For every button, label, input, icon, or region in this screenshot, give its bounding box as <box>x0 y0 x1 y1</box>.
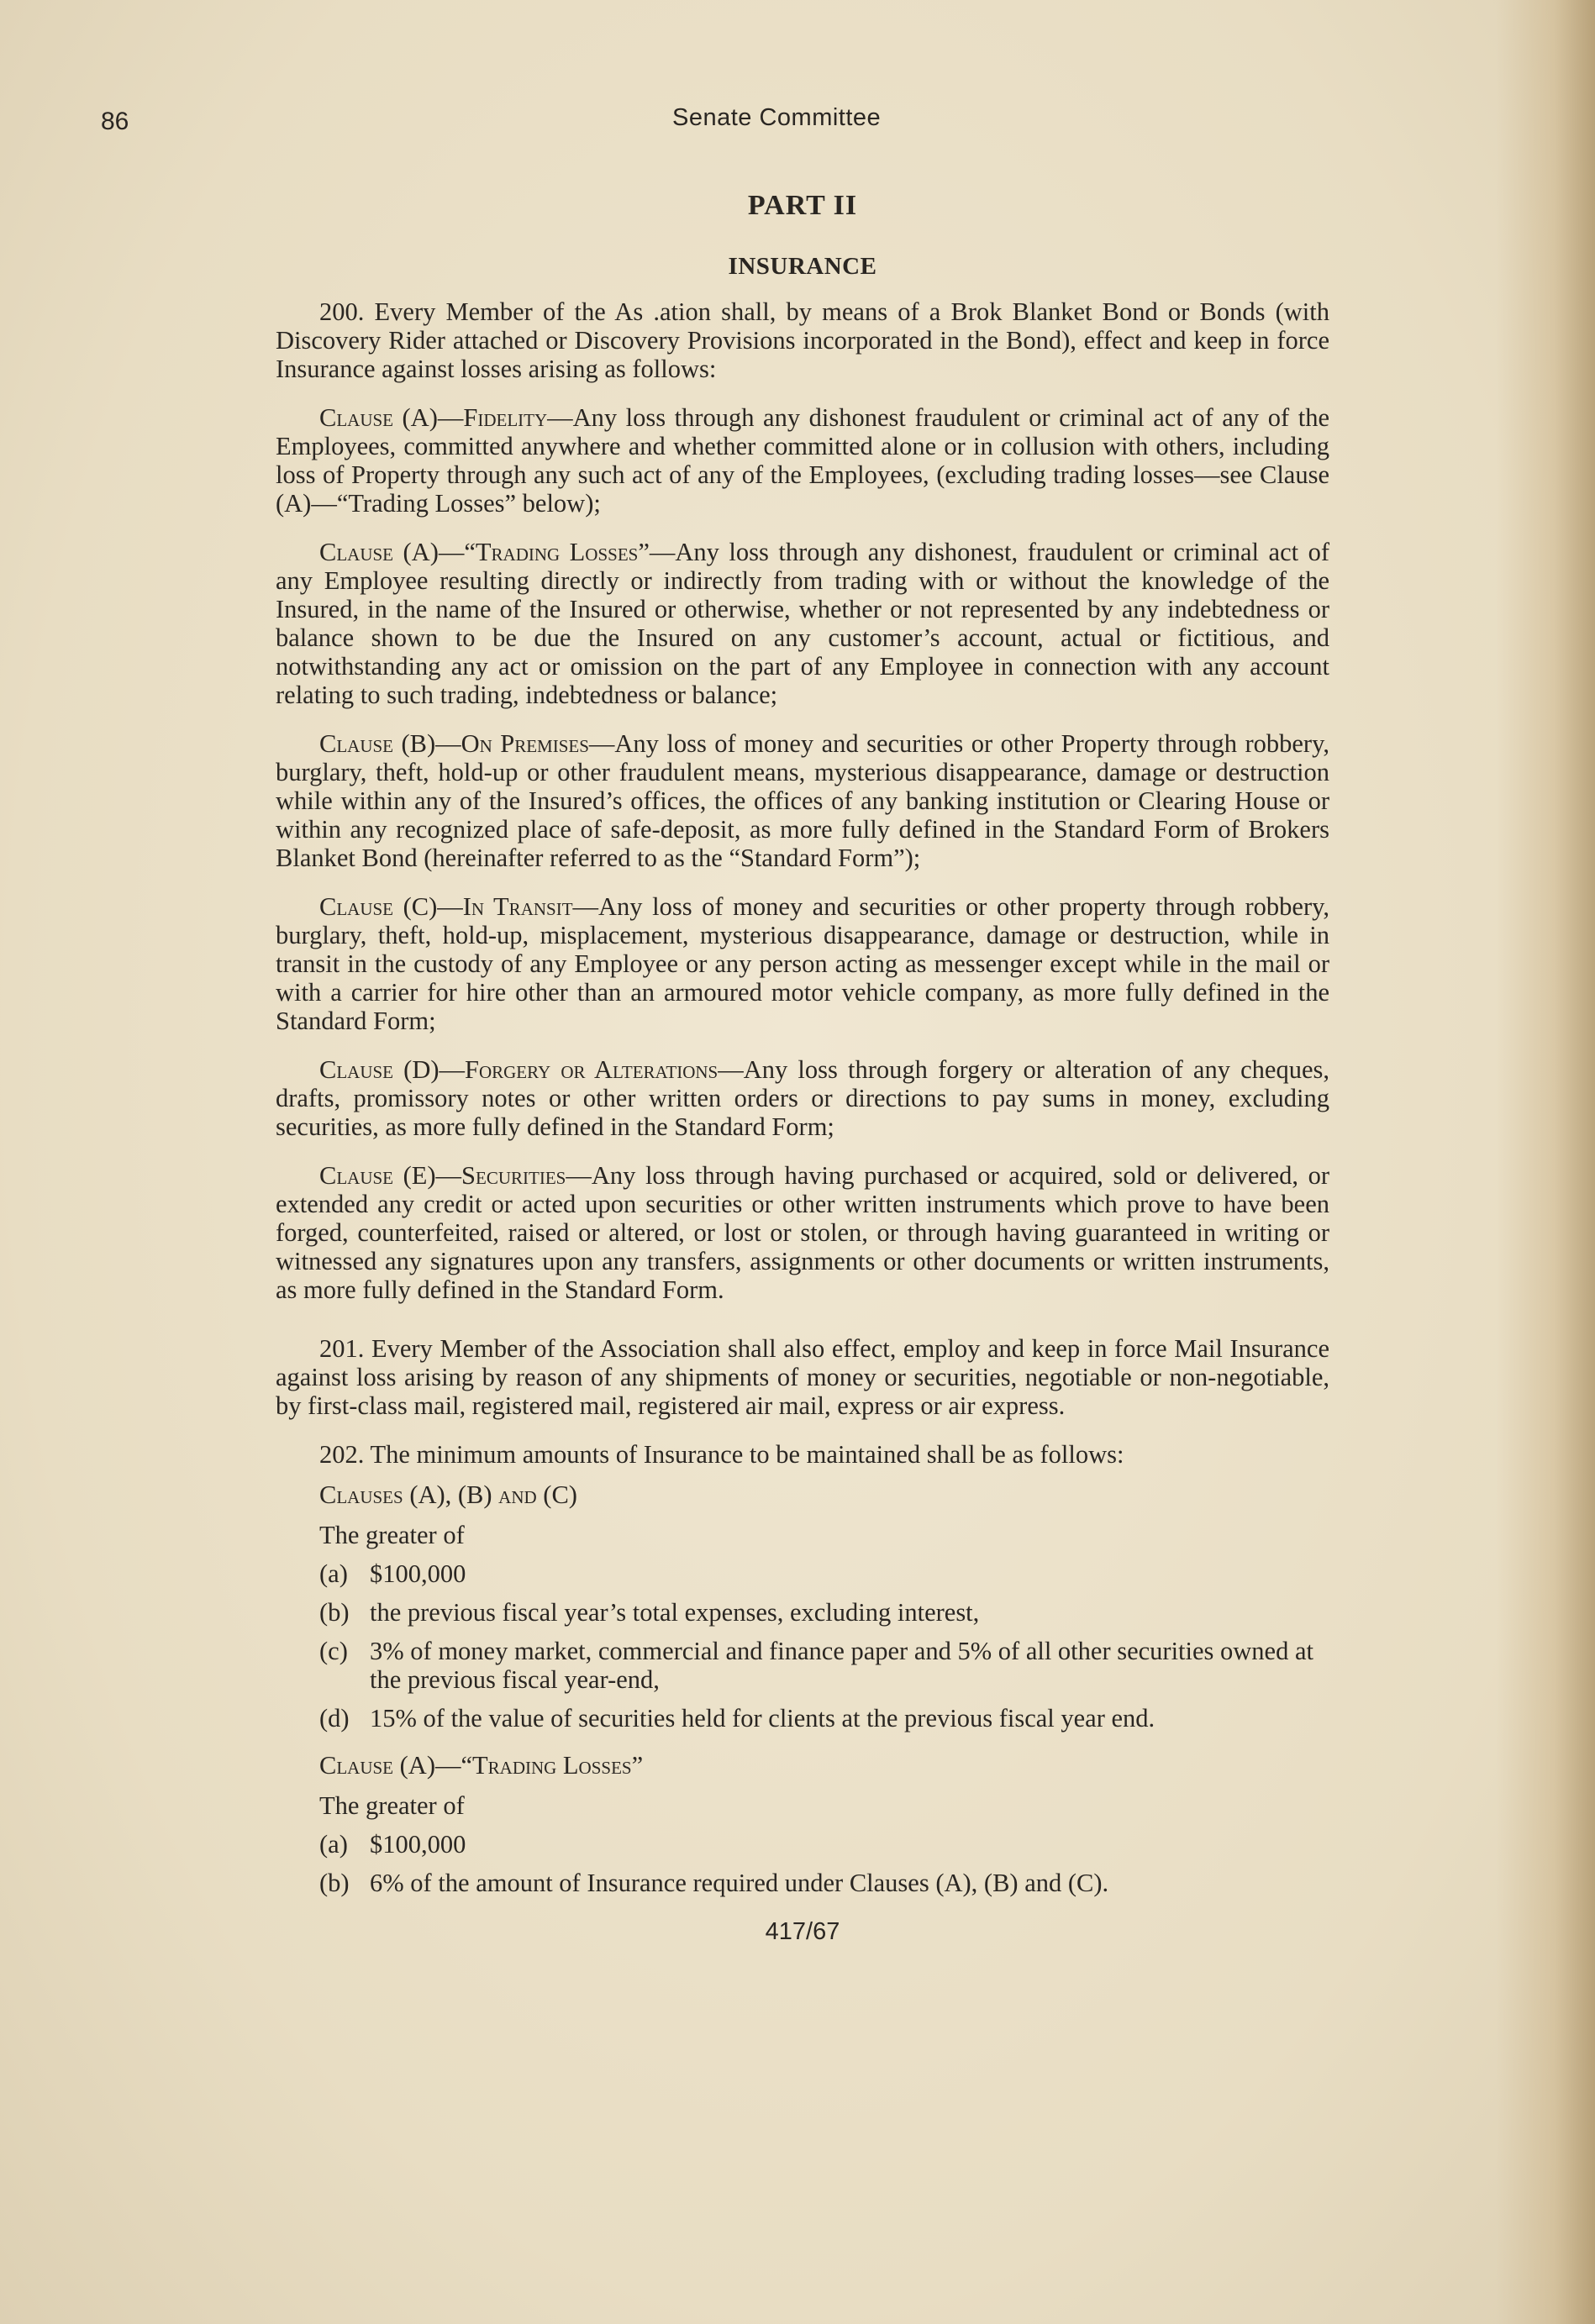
clause-c-in-transit <box>276 892 1329 1035</box>
page-header <box>101 99 1345 150</box>
clauses-abc-intro: The greater of <box>319 1521 465 1549</box>
document-body <box>276 192 1329 1946</box>
list-text: 3% of money market, commercial and finance paper and 5% of all other securities owned at the previous fiscal year-end, <box>370 1637 1313 1694</box>
footer-code: 417/67 <box>765 1918 840 1945</box>
trading-losses-intro: The greater of <box>319 1791 465 1820</box>
list-item <box>319 1637 1329 1694</box>
list-marker: (b) <box>319 1869 350 1897</box>
page-number: 86 <box>101 108 129 135</box>
clause-a-trading-losses <box>276 538 1329 709</box>
clause-body: Any loss through any dishonest fraudulent or criminal act of any of the Employees, committed anywhere and whether committed alone or in collusion with others, including loss of Property through any such act of any of the Employees, (excluding trading losses—see Clause (A)—“Trading Losses” below); <box>276 403 1329 518</box>
list-marker: (a) <box>319 1830 348 1859</box>
running-head: Senate Committee <box>672 104 882 131</box>
list-text: $100,000 <box>370 1830 466 1859</box>
list-text: 6% of the amount of Insurance required under Clauses (A), (B) and (C). <box>370 1869 1109 1897</box>
clause-heading: Clause (A)—Fidelity— <box>319 403 573 432</box>
clause-e-securities <box>276 1161 1329 1304</box>
clause-body: Any loss of money and securities or other Property through robbery, burglary, theft, hold-up or other fraudulent means, mysterious disappearance, damage or destruction while within any of the Insured’s offices, the offices of any banking institution or Clearing House or within any recognized place of safe-deposit, as more fully defined in the Standard Form of Brokers Blanket Bond (hereinafter referred to as the “Standard Form”); <box>276 729 1329 872</box>
list-marker: (b) <box>319 1598 350 1627</box>
list-text: the previous fiscal year’s total expenses, excluding interest, <box>370 1598 980 1627</box>
clause-b-on-premises <box>276 729 1329 872</box>
clause-body: Any loss through forgery or alteration of any cheques, drafts, promissory notes or other written orders or directions to pay sums in money, excluding securities, as more fully defined in the Standard Form; <box>276 1055 1329 1141</box>
clause-a-fidelity <box>276 403 1329 518</box>
clause-heading: Clause (D)—Forgery or Alterations— <box>319 1055 744 1084</box>
clause-body: Any loss through any dishonest, fraudulent or criminal act of any Employee resulting directly or indirectly from trading with or without the knowledge of the Insured, in the name of the Insured or otherwise, whether or not represented by any indebtedness or balance shown to be due the Insured on any customer’s account, actual or fictitious, and notwithstanding any act or omission on the part of any Employee in connection with any account relating to such trading, indebtedness or balance; <box>276 538 1329 709</box>
list-marker: (d) <box>319 1704 350 1732</box>
list-item <box>319 1704 1329 1732</box>
list-item <box>319 1559 1329 1588</box>
paragraph-200: 200. Every Member of the As .ation shall, by means of a Brok Blanket Bond or Bonds (with Discovery Rider attached or Discovery Provisions incorporated in the Bond), effect and keep in force Insurance against losses arising as follows: <box>276 297 1329 383</box>
paragraph-201: 201. Every Member of the Association shall also effect, employ and keep in force Mail Insurance against loss arising by reason of any shipments of money or securities, negotiable or non-negotiable, by first-class mail, registered mail, registered air mail, express or air express. <box>276 1334 1329 1420</box>
clause-heading: Clause (A)—“Trading Losses”— <box>319 538 676 566</box>
list-text: $100,000 <box>370 1559 466 1588</box>
list-text: 15% of the value of securities held for clients at the previous fiscal year end. <box>370 1704 1155 1732</box>
list-marker: (a) <box>319 1559 348 1588</box>
list-marker: (c) <box>319 1637 348 1665</box>
spacer <box>276 1324 1329 1334</box>
clause-body: Any loss of money and securities or other property through robbery, burglary, theft, hold-up, misplacement, mysterious disappearance, damage or destruction, while in transit in the custody of any Employee or any person acting as messenger except while in the mail or with a carrier for hire other than an armoured motor vehicle company, as more fully defined in the Standard Form; <box>276 892 1330 1035</box>
clause-d-forgery <box>276 1055 1329 1141</box>
trading-losses-heading: Clause (A)—“Trading Losses” <box>319 1751 644 1780</box>
section-title: INSURANCE <box>728 253 877 280</box>
list-item <box>319 1830 1329 1859</box>
clause-heading: Clause (B)—On Premises— <box>319 729 615 758</box>
clauses-abc-heading: Clauses (A), (B) and (C) <box>319 1480 577 1509</box>
part-title: PART II <box>747 190 858 221</box>
clause-heading: Clause (E)—Securities— <box>319 1161 592 1190</box>
clause-heading: Clause (C)—In Transit— <box>319 892 599 921</box>
list-item <box>319 1869 1329 1897</box>
clause-body: Any loss through having purchased or acquired, sold or delivered, or extended any credit or acted upon securities or other written instruments which prove to have been forged, counterfeited, raised or altered, or lost or stolen, or through having guaranteed in writing or witnessed any signatures upon any transfers, assignments or other documents or written instruments, as more fully defined in the Standard Form. <box>276 1161 1330 1304</box>
paragraph-202: 202. The minimum amounts of Insurance to be maintained shall be as follows: <box>319 1440 1124 1469</box>
list-item <box>319 1598 1329 1627</box>
